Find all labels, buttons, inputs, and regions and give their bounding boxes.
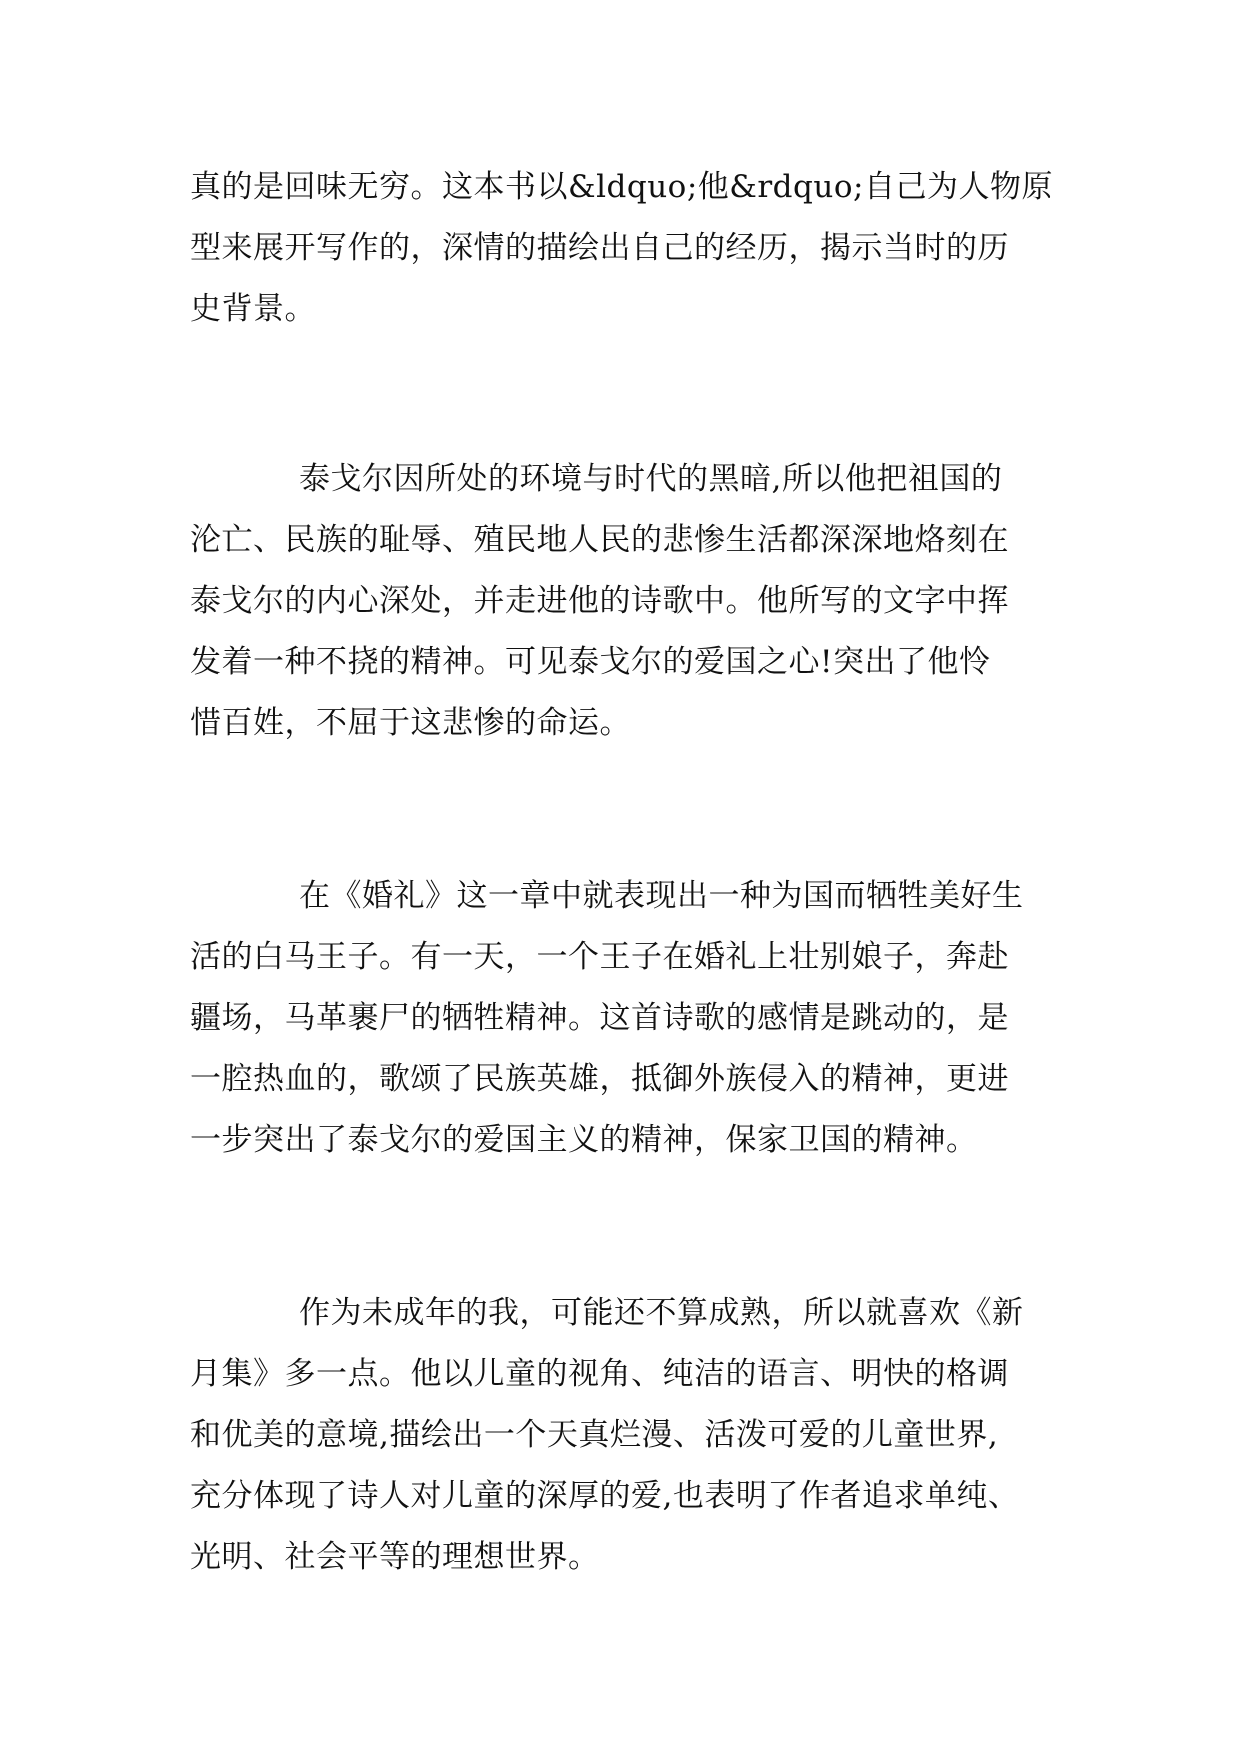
paragraph-line: 和优美的意境,描绘出一个天真烂漫、活泼可爱的儿童世界,	[190, 1417, 999, 1453]
paragraph-line: 活的白马王子。有一天，一个王子在婚礼上壮别娘子，奔赴	[190, 939, 1009, 975]
paragraph-line: 充分体现了诗人对儿童的深厚的爱,也表明了作者追求单纯、	[190, 1478, 1020, 1514]
paragraph-line: 泰戈尔因所处的环境与时代的黑暗,所以他把祖国的	[299, 461, 1003, 497]
paragraph-crescent-moon	[190, 1283, 1050, 1588]
paragraph-memoir-context	[190, 157, 1053, 340]
paragraph-line: 真的是回味无穷。这本书以&ldquo;他&rdquo;自己为人物原	[190, 169, 1053, 205]
paragraph-line: 光明、社会平等的理想世界。	[190, 1539, 600, 1575]
paragraph-line: 一腔热血的，歌颂了民族英雄，抵御外族侵入的精神，更进	[190, 1061, 1009, 1097]
paragraph-line: 型来展开写作的，深情的描绘出自己的经历，揭示当时的历	[190, 230, 1009, 266]
paragraph-line: 泰戈尔的内心深处，并走进他的诗歌中。他所写的文字中挥	[190, 583, 1009, 619]
paragraph-patriotism	[190, 449, 1050, 754]
paragraph-line: 在《婚礼》这一章中就表现出一种为国而牺牲美好生	[299, 878, 1024, 914]
paragraph-wedding-chapter	[190, 866, 1050, 1171]
paragraph-line: 作为未成年的我，可能还不算成熟，所以就喜欢《新	[299, 1295, 1024, 1331]
paragraph-line: 惜百姓，不屈于这悲惨的命运。	[190, 705, 631, 741]
paragraph-line: 史背景。	[190, 291, 316, 327]
paragraph-line: 一步突出了泰戈尔的爱国主义的精神，保家卫国的精神。	[190, 1122, 978, 1158]
paragraph-line: 疆场，马革裹尸的牺牲精神。这首诗歌的感情是跳动的，是	[190, 1000, 1009, 1036]
paragraph-line: 发着一种不挠的精神。可见泰戈尔的爱国之心!突出了他怜	[190, 644, 991, 680]
paragraph-line: 沦亡、民族的耻辱、殖民地人民的悲惨生活都深深地烙刻在	[190, 522, 1009, 558]
paragraph-line: 月集》多一点。他以儿童的视角、纯洁的语言、明快的格调	[190, 1356, 1009, 1392]
